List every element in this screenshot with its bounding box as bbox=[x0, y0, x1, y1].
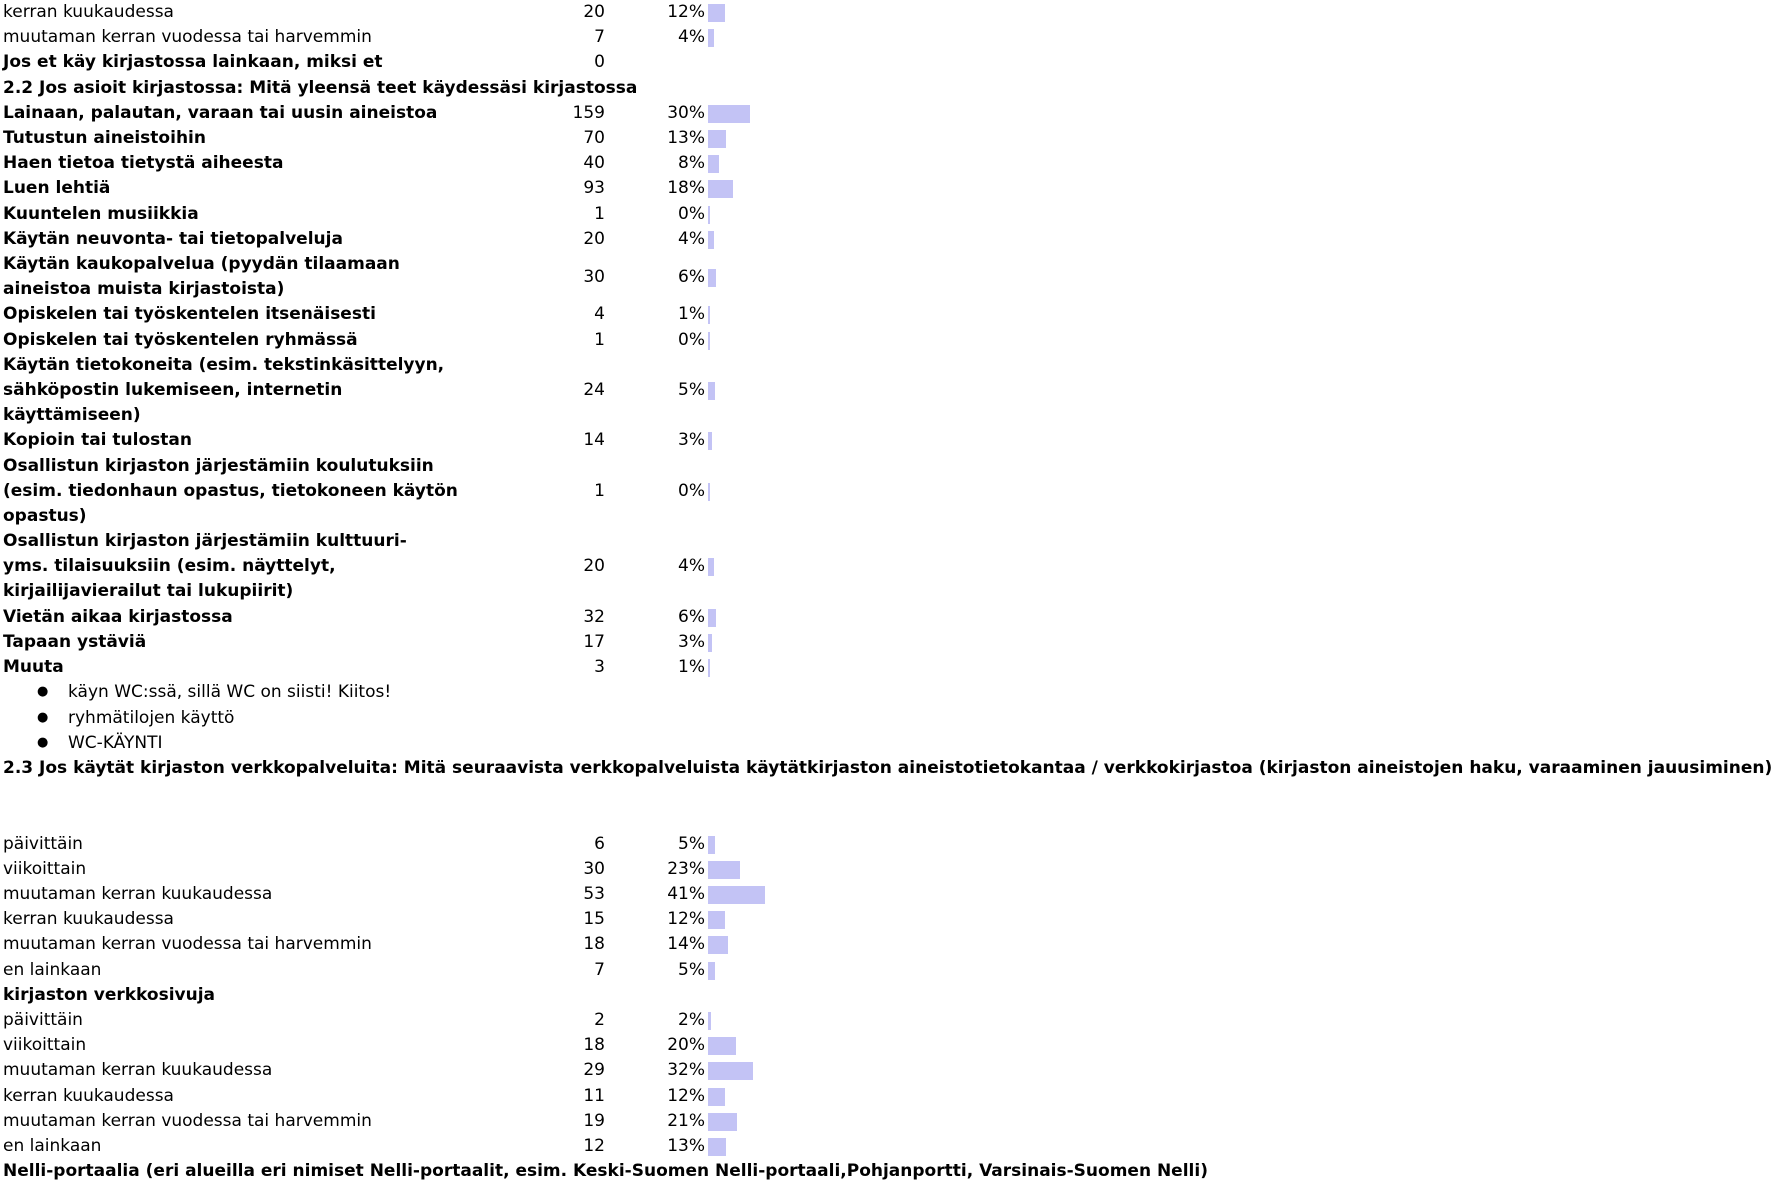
answer-label-line: Jos et käy kirjastossa lainkaan, miksi et bbox=[3, 52, 383, 73]
answer-label-line: Vietän aikaa kirjastossa bbox=[3, 606, 233, 627]
answer-percentage: 32% bbox=[667, 1060, 705, 1081]
answer-label-line: Tutustun aineistoihin bbox=[3, 128, 206, 148]
percentage-bar bbox=[708, 180, 733, 198]
answer-label-line: kerran kuukaudessa bbox=[3, 2, 174, 22]
answer-percentage: 5% bbox=[678, 379, 705, 400]
result-row bbox=[0, 832, 960, 857]
result-row bbox=[0, 428, 960, 453]
answer-percentage: 3% bbox=[678, 632, 705, 652]
answer-label-line: Käytän neuvonta- tai tietopalveluja bbox=[3, 228, 343, 249]
answer-label-line: kirjailijavierailut tai lukupiirit) bbox=[3, 581, 294, 602]
answer-count: 40 bbox=[583, 153, 605, 174]
result-row bbox=[0, 1058, 960, 1083]
answer-label bbox=[3, 932, 372, 957]
answer-label-line: päivittäin bbox=[3, 833, 83, 854]
percentage-bar bbox=[708, 332, 710, 350]
section-heading bbox=[3, 1159, 1208, 1184]
percentage-bar bbox=[708, 29, 714, 47]
percentage-bar bbox=[708, 861, 740, 879]
result-row bbox=[0, 1134, 960, 1159]
answer-label-line: käyttämiseen) bbox=[3, 404, 141, 425]
answer-label-line: Osallistun kirjaston järjestämiin kulttuuri- bbox=[3, 531, 407, 552]
answer-label-line: muutaman kerran kuukaudessa bbox=[3, 884, 273, 904]
result-row bbox=[0, 932, 960, 957]
section-heading-line: uusiminen) bbox=[1665, 758, 1772, 778]
result-row bbox=[0, 353, 960, 429]
answer-percentage: 6% bbox=[678, 606, 705, 627]
answer-label bbox=[3, 101, 437, 126]
result-row bbox=[0, 529, 960, 605]
answer-percentage: 0% bbox=[678, 480, 705, 501]
answer-label bbox=[3, 907, 174, 932]
answer-label-line: Käytän kaukopalvelua (pyydän tilaamaan bbox=[3, 254, 400, 274]
answer-count: 1 bbox=[594, 480, 605, 501]
section-heading-line: kirjaston verkkosivuja bbox=[3, 984, 216, 1005]
answer-count: 15 bbox=[583, 909, 605, 930]
answer-count: 0 bbox=[594, 52, 605, 73]
answer-label-line: opastus) bbox=[3, 505, 87, 526]
answer-count: 18 bbox=[583, 934, 605, 955]
answer-count: 30 bbox=[583, 266, 605, 287]
answer-label bbox=[3, 529, 407, 604]
answer-count: 70 bbox=[583, 128, 605, 148]
result-row bbox=[0, 302, 960, 327]
result-row bbox=[0, 1033, 960, 1058]
answer-label-line: Osallistun kirjaston järjestämiin koulutuksiin bbox=[3, 455, 434, 476]
answer-label bbox=[3, 655, 64, 680]
result-row bbox=[0, 958, 960, 983]
answer-count: 159 bbox=[572, 102, 605, 123]
result-row bbox=[0, 328, 960, 353]
answer-count: 6 bbox=[594, 833, 605, 854]
answer-label bbox=[3, 227, 343, 252]
answer-label-line: muutaman kerran vuodessa tai harvemmin bbox=[3, 1110, 372, 1131]
answer-percentage: 5% bbox=[678, 959, 705, 980]
answer-percentage: 18% bbox=[667, 178, 705, 199]
answer-label-line: muutaman kerran vuodessa tai harvemmin bbox=[3, 27, 372, 48]
percentage-bar bbox=[708, 1012, 711, 1030]
answer-percentage: 4% bbox=[678, 228, 705, 249]
answer-label-line: Opiskelen tai työskentelen ryhmässä bbox=[3, 329, 358, 350]
answer-percentage: 1% bbox=[678, 304, 705, 325]
section-heading-line: Nelli-portaalia (eri alueilla eri nimiset Nelli-portaalit, esim. Keski-Suomen Nelli-portaali, bbox=[3, 1161, 847, 1182]
result-row bbox=[0, 202, 960, 227]
answer-percentage: 5% bbox=[678, 833, 705, 854]
answer-percentage: 12% bbox=[667, 1085, 705, 1106]
answer-label bbox=[3, 1058, 272, 1083]
answer-count: 20 bbox=[583, 228, 605, 249]
answer-percentage: 21% bbox=[667, 1110, 705, 1131]
answer-label bbox=[3, 857, 86, 882]
percentage-bar bbox=[708, 1062, 753, 1080]
answer-count: 11 bbox=[583, 1085, 605, 1106]
percentage-bar bbox=[708, 1037, 736, 1055]
result-row bbox=[0, 176, 960, 201]
answer-label bbox=[3, 176, 110, 201]
answer-label-line: sähköpostin lukemiseen, internetin bbox=[3, 379, 343, 400]
answer-percentage: 12% bbox=[667, 909, 705, 930]
answer-label bbox=[3, 1134, 101, 1159]
comment-text: ryhmätilojen käyttö bbox=[68, 707, 235, 728]
answer-label-line: Tapaan ystäviä bbox=[3, 632, 147, 652]
answer-count: 32 bbox=[583, 606, 605, 627]
percentage-bar bbox=[708, 936, 728, 954]
answer-label bbox=[3, 832, 83, 857]
answer-label bbox=[3, 882, 272, 907]
answer-label-line: en lainkaan bbox=[3, 1136, 102, 1156]
answer-label-line: Haen tietoa tietystä aiheesta bbox=[3, 153, 284, 174]
answer-label-line: Lainaan, palautan, varaan tai uusin aineistoa bbox=[3, 102, 438, 123]
answer-percentage: 3% bbox=[678, 430, 705, 451]
percentage-bar bbox=[708, 1138, 726, 1156]
answer-percentage: 23% bbox=[667, 858, 705, 879]
result-row bbox=[0, 857, 960, 882]
answer-count: 53 bbox=[583, 884, 605, 904]
percentage-bar bbox=[708, 206, 710, 224]
answer-count: 18 bbox=[583, 1035, 605, 1056]
answer-label bbox=[3, 605, 233, 630]
answer-percentage: 1% bbox=[678, 657, 705, 678]
answer-label-line: aineistoa muista kirjastoista) bbox=[3, 279, 285, 299]
result-row bbox=[0, 227, 960, 252]
answer-label bbox=[3, 302, 376, 327]
answer-count: 7 bbox=[594, 27, 605, 48]
answer-label bbox=[3, 25, 372, 50]
percentage-bar bbox=[708, 836, 715, 854]
section-heading bbox=[3, 756, 1772, 781]
percentage-bar bbox=[708, 155, 719, 173]
result-row bbox=[0, 50, 960, 75]
percentage-bar bbox=[708, 962, 715, 980]
answer-percentage: 2% bbox=[678, 1010, 705, 1030]
answer-percentage: 13% bbox=[667, 128, 705, 148]
answer-label-line: kerran kuukaudessa bbox=[3, 1085, 174, 1106]
result-row bbox=[0, 655, 960, 680]
answer-label-line: Muuta bbox=[3, 657, 64, 678]
answer-label-line: muutaman kerran kuukaudessa bbox=[3, 1060, 273, 1081]
bullet-icon: ● bbox=[37, 709, 49, 725]
answer-count: 1 bbox=[594, 329, 605, 350]
comment-text: käyn WC:ssä, sillä WC on siisti! Kiitos! bbox=[68, 682, 392, 703]
answer-percentage: 4% bbox=[678, 27, 705, 48]
section-heading-line: 2.3 Jos käytät kirjaston verkkopalveluita: Mitä seuraavista verkkopalveluista käytät bbox=[3, 758, 808, 778]
result-row bbox=[0, 605, 960, 630]
answer-label-line: viikoittain bbox=[3, 858, 87, 879]
result-row bbox=[0, 1008, 960, 1033]
answer-label-line: muutaman kerran vuodessa tai harvemmin bbox=[3, 934, 372, 955]
percentage-bar bbox=[708, 231, 714, 249]
percentage-bar bbox=[708, 105, 750, 123]
answer-percentage: 0% bbox=[678, 203, 705, 224]
answer-label-line: Kuuntelen musiikkia bbox=[3, 203, 199, 224]
percentage-bar bbox=[708, 382, 715, 400]
answer-count: 20 bbox=[583, 556, 605, 577]
result-row bbox=[0, 25, 960, 50]
answer-count: 7 bbox=[594, 959, 605, 980]
answer-percentage: 0% bbox=[678, 329, 705, 350]
answer-count: 14 bbox=[583, 430, 605, 451]
answer-label bbox=[3, 0, 174, 25]
result-row bbox=[0, 151, 960, 176]
answer-count: 1 bbox=[594, 203, 605, 224]
answer-count: 30 bbox=[583, 858, 605, 879]
section-heading-line: 2.2 Jos asioit kirjastossa: Mitä yleensä teet käydessäsi kirjastossa bbox=[3, 77, 638, 98]
answer-label-line: Opiskelen tai työskentelen itsenäisesti bbox=[3, 304, 376, 325]
percentage-bar bbox=[708, 1088, 725, 1106]
answer-label bbox=[3, 958, 101, 983]
percentage-bar bbox=[708, 886, 765, 904]
answer-label-line: kerran kuukaudessa bbox=[3, 909, 174, 930]
answer-label-line: yms. tilaisuuksiin (esim. näyttelyt, bbox=[3, 556, 336, 577]
percentage-bar bbox=[708, 911, 725, 929]
answer-label-line: viikoittain bbox=[3, 1035, 87, 1056]
answer-count: 4 bbox=[594, 304, 605, 325]
answer-count: 2 bbox=[594, 1010, 605, 1030]
percentage-bar bbox=[708, 634, 712, 652]
answer-count: 19 bbox=[583, 1110, 605, 1131]
answer-percentage: 30% bbox=[667, 102, 705, 123]
answer-label-line: Luen lehtiä bbox=[3, 178, 111, 199]
percentage-bar bbox=[708, 269, 716, 287]
answer-percentage: 6% bbox=[678, 266, 705, 287]
bullet-icon: ● bbox=[37, 734, 49, 750]
answer-percentage: 12% bbox=[667, 2, 705, 22]
section-heading bbox=[3, 983, 215, 1008]
result-row bbox=[0, 252, 960, 302]
answer-label bbox=[3, 630, 146, 655]
answer-count: 17 bbox=[583, 632, 605, 652]
answer-label bbox=[3, 126, 206, 151]
answer-label bbox=[3, 202, 199, 227]
comment-text: WC-KÄYNTI bbox=[68, 732, 163, 753]
answer-label bbox=[3, 1109, 372, 1134]
answer-count: 12 bbox=[583, 1136, 605, 1156]
result-row bbox=[0, 1084, 960, 1109]
answer-label-line: päivittäin bbox=[3, 1010, 83, 1030]
answer-count: 24 bbox=[583, 379, 605, 400]
answer-label-line: en lainkaan bbox=[3, 959, 102, 980]
percentage-bar bbox=[708, 609, 716, 627]
result-row bbox=[0, 907, 960, 932]
percentage-bar bbox=[708, 4, 725, 22]
answer-percentage: 14% bbox=[667, 934, 705, 955]
answer-label bbox=[3, 353, 444, 428]
bullet-icon: ● bbox=[37, 684, 49, 700]
percentage-bar bbox=[708, 432, 712, 450]
result-row bbox=[0, 0, 960, 25]
section-heading-line: Pohjanportti, Varsinais-Suomen Nelli) bbox=[846, 1161, 1208, 1182]
answer-count: 20 bbox=[583, 2, 605, 22]
percentage-bar bbox=[708, 130, 726, 148]
answer-label bbox=[3, 1033, 86, 1058]
answer-label bbox=[3, 252, 400, 302]
result-row bbox=[0, 630, 960, 655]
section-heading bbox=[3, 76, 637, 101]
percentage-bar bbox=[708, 659, 710, 677]
percentage-bar bbox=[708, 558, 714, 576]
percentage-bar bbox=[708, 483, 710, 501]
answer-count: 3 bbox=[594, 657, 605, 678]
answer-percentage: 41% bbox=[667, 884, 705, 904]
answer-count: 29 bbox=[583, 1060, 605, 1081]
answer-percentage: 20% bbox=[667, 1035, 705, 1056]
percentage-bar bbox=[708, 306, 710, 324]
answer-count: 93 bbox=[583, 178, 605, 199]
result-row bbox=[0, 882, 960, 907]
answer-label bbox=[3, 428, 192, 453]
answer-label bbox=[3, 50, 383, 75]
answer-label-line: Käytän tietokoneita (esim. tekstinkäsittelyyn, bbox=[3, 354, 445, 375]
answer-label bbox=[3, 1008, 83, 1033]
answer-label-line: (esim. tiedonhaun opastus, tietokoneen käytön bbox=[3, 480, 458, 501]
answer-percentage: 13% bbox=[667, 1136, 705, 1156]
answer-label bbox=[3, 151, 283, 176]
result-row bbox=[0, 1109, 960, 1134]
answer-percentage: 4% bbox=[678, 556, 705, 577]
answer-percentage: 8% bbox=[678, 153, 705, 174]
result-row bbox=[0, 126, 960, 151]
result-row bbox=[0, 454, 960, 530]
answer-label-line: Kopioin tai tulostan bbox=[3, 430, 192, 451]
answer-label bbox=[3, 328, 358, 353]
section-heading-line: kirjaston aineistotietokantaa / verkkokirjastoa (kirjaston aineistojen haku, varaaminen ja bbox=[807, 758, 1666, 778]
result-row bbox=[0, 101, 960, 126]
answer-label bbox=[3, 1084, 174, 1109]
answer-label bbox=[3, 454, 458, 529]
percentage-bar bbox=[708, 1113, 737, 1131]
